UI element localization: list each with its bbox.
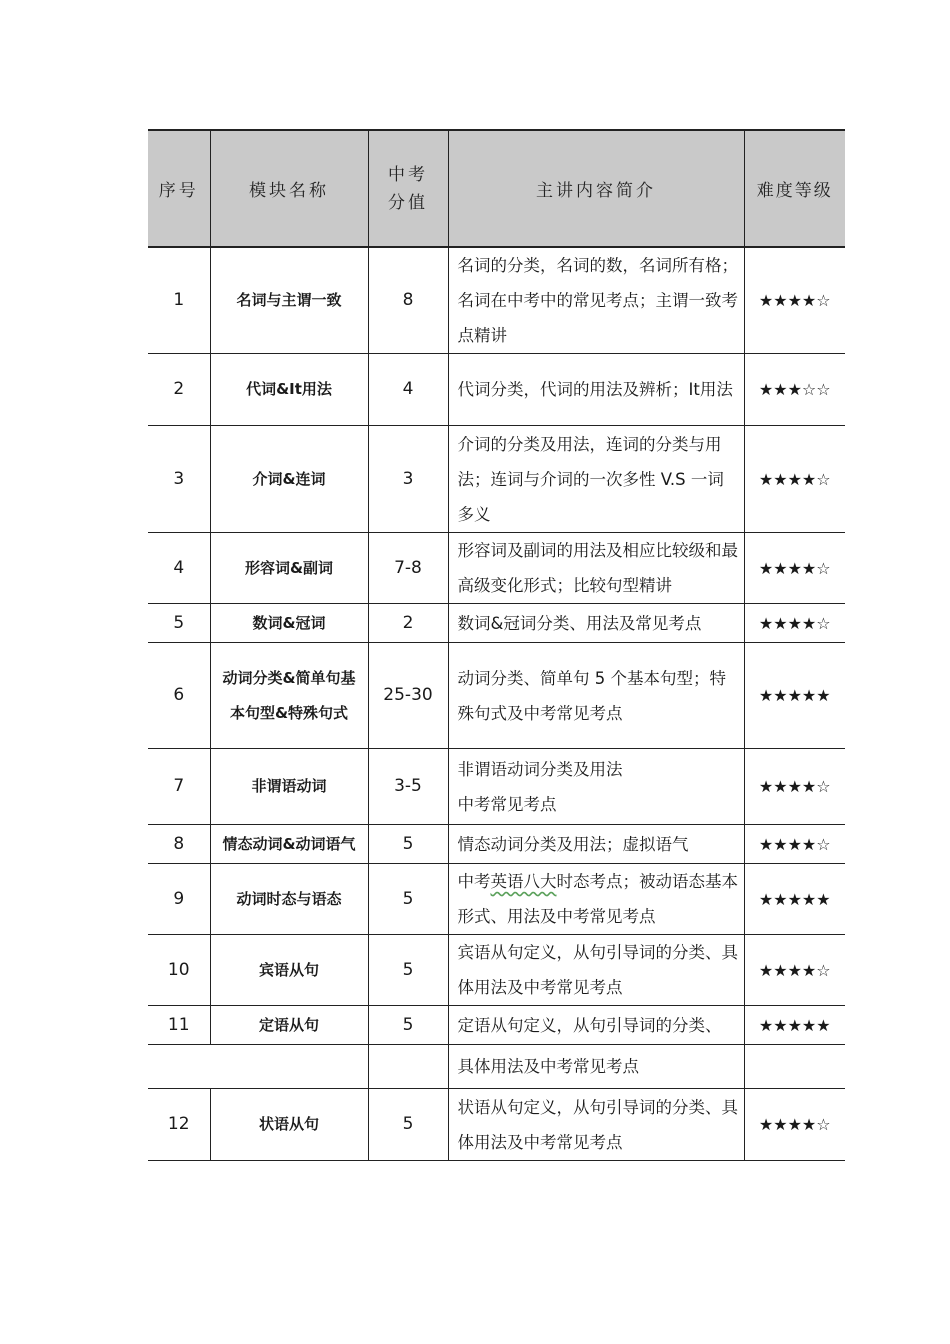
row-content: 介词的分类及用法，连词的分类与用法；连词与介词的一次多性 V.S 一词多义 (448, 426, 744, 533)
header-index: 序号 (148, 130, 210, 247)
table-row (148, 604, 845, 643)
row-content: 状语从句定义，从句引导词的分类、具体用法及中考常见考点 (448, 1089, 744, 1161)
module-table (148, 129, 845, 1161)
row-module: 名词与主谓一致 (210, 247, 368, 354)
row-index: 4 (148, 533, 210, 604)
row-score: 5 (368, 1006, 448, 1045)
table-row (148, 825, 845, 864)
row-score: 8 (368, 247, 448, 354)
row-index: 8 (148, 825, 210, 864)
row-difficulty: ★★★★☆ (744, 749, 845, 825)
row-difficulty (744, 1045, 845, 1089)
row-content: 中考英语八大时态考点；被动语态基本形式、用法及中考常见考点 (448, 864, 744, 935)
header-row (148, 130, 845, 247)
row-content: 名词的分类，名词的数，名词所有格；名词在中考中的常见考点；主谓一致考点精讲 (448, 247, 744, 354)
row-content: 代词分类，代词的用法及辨析；It用法 (448, 354, 744, 426)
row-module: 代词&It用法 (210, 354, 368, 426)
row-module: 介词&连词 (210, 426, 368, 533)
course-module-table (148, 129, 845, 1161)
header-content: 主讲内容简介 (448, 130, 744, 247)
row-difficulty: ★★★☆☆ (744, 354, 845, 426)
row-score: 5 (368, 935, 448, 1006)
row-difficulty: ★★★★★ (744, 1006, 845, 1045)
table-row (148, 643, 845, 749)
header-score: 中考 分值 (368, 130, 448, 247)
row-module: 形容词&副词 (210, 533, 368, 604)
row-index: 7 (148, 749, 210, 825)
row-difficulty: ★★★★☆ (744, 426, 845, 533)
row-score: 4 (368, 354, 448, 426)
table-row (148, 935, 845, 1006)
row-difficulty: ★★★★☆ (744, 604, 845, 643)
row-score: 3-5 (368, 749, 448, 825)
row-difficulty: ★★★★☆ (744, 1089, 845, 1161)
row-index: 12 (148, 1089, 210, 1161)
row-difficulty: ★★★★☆ (744, 935, 845, 1006)
row-content: 情态动词分类及用法；虚拟语气 (448, 825, 744, 864)
row-module: 数词&冠词 (210, 604, 368, 643)
table-row (148, 749, 845, 825)
row-module: 动词时态与语态 (210, 864, 368, 935)
row-index: 9 (148, 864, 210, 935)
row-difficulty: ★★★★☆ (744, 247, 845, 354)
header-module: 模块名称 (210, 130, 368, 247)
row-score: 25-30 (368, 643, 448, 749)
row-index: 1 (148, 247, 210, 354)
row-module: 非谓语动词 (210, 749, 368, 825)
row-difficulty: ★★★★★ (744, 864, 845, 935)
row-content: 定语从句定义，从句引导词的分类、 (448, 1006, 744, 1045)
table-row (148, 1089, 845, 1161)
row-module: 定语从句 (210, 1006, 368, 1045)
row-index: 2 (148, 354, 210, 426)
row-module: 状语从句 (210, 1089, 368, 1161)
row-content: 非谓语动词分类及用法 中考常见考点 (448, 749, 744, 825)
row-difficulty: ★★★★★ (744, 643, 845, 749)
table-row (148, 354, 845, 426)
row-score: 3 (368, 426, 448, 533)
row-score: 7-8 (368, 533, 448, 604)
row-content: 数词&冠词分类、用法及常见考点 (448, 604, 744, 643)
table-row (148, 247, 845, 354)
row-score (368, 1045, 448, 1089)
row-content: 形容词及副词的用法及相应比较级和最高级变化形式；比较句型精讲 (448, 533, 744, 604)
row-index: 5 (148, 604, 210, 643)
row-module (210, 1045, 368, 1089)
row-score: 5 (368, 1089, 448, 1161)
table-row-continuation (148, 1045, 845, 1089)
row-module: 动词分类&简单句基本句型&特殊句式 (210, 643, 368, 749)
row-difficulty: ★★★★☆ (744, 533, 845, 604)
row-module: 情态动词&动词语气 (210, 825, 368, 864)
table-row (148, 426, 845, 533)
row-content: 宾语从句定义，从句引导词的分类、具体用法及中考常见考点 (448, 935, 744, 1006)
row-content: 动词分类、简单句 5 个基本句型；特殊句式及中考常见考点 (448, 643, 744, 749)
row-content: 具体用法及中考常见考点 (448, 1045, 744, 1089)
row-difficulty: ★★★★☆ (744, 825, 845, 864)
table-row (148, 533, 845, 604)
row-score: 5 (368, 825, 448, 864)
row-score: 2 (368, 604, 448, 643)
row-index: 3 (148, 426, 210, 533)
row-index (148, 1045, 210, 1089)
row-index: 11 (148, 1006, 210, 1045)
row-score: 5 (368, 864, 448, 935)
header-difficulty: 难度等级 (744, 130, 845, 247)
table-row (148, 1006, 845, 1045)
row-index: 6 (148, 643, 210, 749)
table-row (148, 864, 845, 935)
row-module: 宾语从句 (210, 935, 368, 1006)
row-index: 10 (148, 935, 210, 1006)
